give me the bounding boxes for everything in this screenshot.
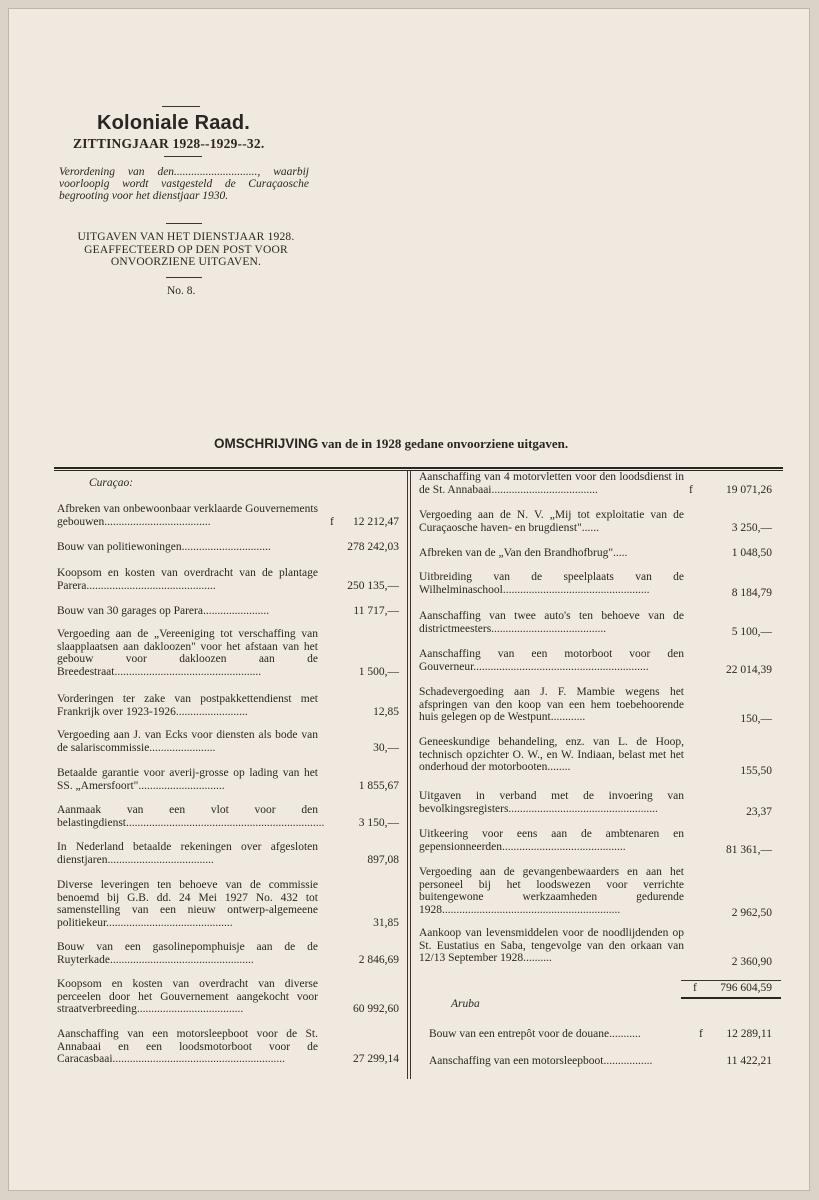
item-description: Vergoeding aan de N. V. „Mij tot exploitatie van de Curaçaosche haven- en brugdienst"......	[419, 509, 684, 534]
item-amount: 2 846,69	[358, 953, 399, 966]
item-description: Aanschaffing van een motorboot voor den Gouverneur.............................................................	[419, 648, 684, 673]
list-item	[57, 841, 399, 866]
total-currency: f	[693, 982, 697, 994]
list-item	[57, 541, 399, 554]
list-item	[419, 790, 772, 818]
heading-rule	[54, 467, 783, 469]
item-amount: 1 048,50	[731, 547, 772, 559]
divider	[166, 277, 202, 278]
item-amount: 31,85	[373, 916, 399, 929]
item-amount: 22 014,39	[726, 664, 772, 676]
verordening-text: Verordening van den............................., waarbij voorloopig wordt vastgesteld de Curaçaosche begrooting voor het dienstjaar 1930.	[59, 166, 309, 202]
item-description: Uitbreiding van de speelplaats van de Wilhelminaschool...................................................	[419, 571, 684, 596]
item-amount: 60 992,60	[353, 1003, 399, 1015]
column-divider	[407, 471, 408, 1079]
list-item	[429, 1028, 772, 1041]
item-amount: 250 135,—	[347, 579, 399, 592]
item-amount: 897,08	[367, 853, 399, 866]
session-year: ZITTINGJAAR 1928--1929--32.	[73, 136, 265, 151]
heading-caps: OMSCHRIJVING	[214, 436, 319, 451]
item-description: Uitkeering voor eens aan de ambtenaren en gepensionneerden...........................................	[419, 828, 684, 853]
item-amount: 11 717,—	[353, 605, 399, 617]
left-column	[51, 471, 399, 1071]
list-item	[57, 729, 399, 754]
list-item	[419, 547, 772, 560]
item-description: Vergoeding aan J. van Ecks voor diensten als bode van de salariscommissie.......................	[57, 729, 318, 754]
item-amount: 278 242,03	[347, 541, 399, 553]
document-title: Koloniale Raad.	[97, 112, 251, 134]
item-description: Vorderingen ter zake van postpakkettendienst met Frankrijk over 1923-1926.........................	[57, 693, 318, 718]
section-label-curacao: Curaçao:	[89, 477, 134, 489]
list-item	[57, 978, 399, 1016]
item-amount: 12,85	[373, 705, 399, 718]
column-divider	[410, 471, 411, 1079]
item-amount: 12 289,11	[726, 1028, 772, 1040]
item-amount: 3 250,—	[731, 521, 772, 534]
list-item	[419, 686, 772, 724]
table-heading	[214, 436, 568, 452]
item-description: Geneeskundige behandeling, enz. van L. de Hoop, technisch opzichter O. W., en W. Indiaan, belast met het onderhoud der motorbooten........	[419, 736, 684, 773]
item-description: Aanschaffing van twee auto's ten behoeve van de districtmeesters........................................	[419, 610, 684, 635]
item-description: Aanschaffing van een motorsleepboot.................	[429, 1055, 653, 1067]
item-description: Aanmaak van een vlot voor den belastingdienst.....................................................................	[57, 804, 325, 829]
currency-symbol: f	[689, 483, 693, 496]
item-description: Koopsom en kosten van overdracht van diverse perceelen door het Gouvernement aangekocht voor straatverbreeding.....................................	[57, 978, 318, 1015]
item-amount: 27 299,14	[353, 1053, 399, 1065]
item-description: Uitgaven in verband met de invoering van bevolkingsregisters....................................................	[419, 790, 684, 815]
item-amount: 11 422,21	[726, 1055, 772, 1067]
list-item	[419, 927, 772, 968]
list-item	[57, 941, 399, 966]
item-description: Koopsom en kosten van overdracht van de plantage Parera.............................................	[57, 567, 318, 592]
item-amount: 30,—	[373, 741, 399, 754]
item-description: Aanschaffing van 4 motorvletten voor den loodsdienst in de St. Annabaai.....................................	[419, 471, 684, 496]
item-description: Bouw van een entrepôt voor de douane...........	[429, 1028, 641, 1040]
total-rule	[681, 980, 781, 981]
list-item	[57, 628, 399, 678]
item-amount: 2 962,50	[731, 907, 772, 919]
item-description: Betaalde garantie voor averij-grosse op lading van het SS. „Amersfoort"..............................	[57, 767, 318, 792]
item-amount: 8 184,79	[731, 587, 772, 599]
item-description: Bouw van een gasolinepomphuisje aan de de Ruyterkade..................................................	[57, 941, 318, 966]
item-description: In Nederland betaalde rekeningen over afgesloten dienstjaren.....................................	[57, 841, 318, 866]
item-amount: 81 361,—	[726, 844, 772, 856]
list-item	[419, 471, 772, 496]
list-item	[57, 1028, 399, 1066]
item-description: Bouw van politiewoningen...............................	[57, 541, 271, 553]
item-amount: 1 500,—	[358, 665, 399, 678]
item-description: Bouw van 30 garages op Parera.......................	[57, 605, 270, 617]
list-item	[57, 605, 399, 618]
list-item	[57, 879, 399, 929]
currency-symbol: f	[699, 1028, 703, 1040]
item-amount: 150,—	[740, 713, 772, 725]
document-page	[9, 9, 809, 1190]
total-amount: 796 604,59	[720, 982, 772, 994]
item-amount: 19 071,26	[726, 483, 772, 496]
list-item	[57, 503, 399, 528]
item-description: Aankoop van levensmiddelen voor de noodlijdenden op St. Eustatius en Saba, tengevolge van den orkaan van 12/13 September 1928..........	[419, 927, 684, 964]
document-number: No. 8.	[167, 285, 196, 297]
divider	[164, 156, 202, 157]
item-amount: 3 150,—	[358, 816, 399, 829]
item-description: Vergoeding aan de „Vereeniging tot verschaffing van slaapplaatsen aan dakloozen" voor het afstaan van het gebouw voor dakloozen aan de Breedestraat...................................................	[57, 628, 318, 678]
item-amount: 12 212,47	[353, 515, 399, 528]
list-item	[419, 866, 772, 919]
list-item	[419, 509, 772, 534]
item-amount: 23,37	[746, 806, 772, 818]
item-amount: 5 100,—	[731, 626, 772, 638]
item-amount: 2 360,90	[731, 956, 772, 968]
item-amount: 155,50	[740, 765, 772, 777]
list-item	[419, 610, 772, 638]
total-rule	[681, 997, 781, 999]
list-item	[419, 648, 772, 676]
divider	[162, 106, 200, 107]
heading-rest: van de in 1928 gedane onvoorziene uitgaven.	[318, 436, 569, 451]
right-column	[419, 471, 772, 1071]
item-amount: 1 855,67	[358, 779, 399, 792]
list-item	[429, 1055, 772, 1068]
item-description: Schadevergoeding aan J. F. Mambie wegens het afspringen van den koop van een hem toebehoorende huis gelegen op de Westpunt............	[419, 686, 684, 723]
list-item	[419, 736, 772, 777]
item-description: Diverse leveringen ten behoeve van de commissie benoemd bij G.B. dd. 24 Mei 1927 No. 432 tot samenstelling van een nieuw ontwerp-algemeene politiekeur............................................	[57, 879, 318, 929]
divider	[166, 223, 202, 224]
item-description: Afbreken van de „Van den Brandhofbrug".....	[419, 547, 628, 559]
item-description: Aanschaffing van een motorsleepboot voor de St. Annabaai en een loodsmotorboot voor de Caracasbaai............................................................	[57, 1028, 318, 1065]
list-item	[57, 767, 399, 792]
list-item	[57, 693, 399, 718]
section-label-aruba: Aruba	[451, 998, 480, 1010]
item-description: Vergoeding aan de gevangenbewaarders en aan het personeel bij het loodswezen voor verrichte buitengewone werkzaamheden gedurende 1928..............................................................	[419, 866, 684, 916]
list-item	[57, 567, 399, 592]
uitgaven-title: UITGAVEN VAN HET DIENSTJAAR 1928. GEAFFECTEERD OP DEN POST VOOR ONVOORZIENE UITGAVEN.	[77, 231, 295, 268]
item-description: Afbreken van onbewoonbaar verklaarde Gouvernements gebouwen.....................................	[57, 503, 318, 528]
currency-symbol: f	[330, 515, 334, 528]
list-item	[419, 828, 772, 856]
list-item	[419, 571, 772, 599]
list-item	[57, 804, 399, 829]
